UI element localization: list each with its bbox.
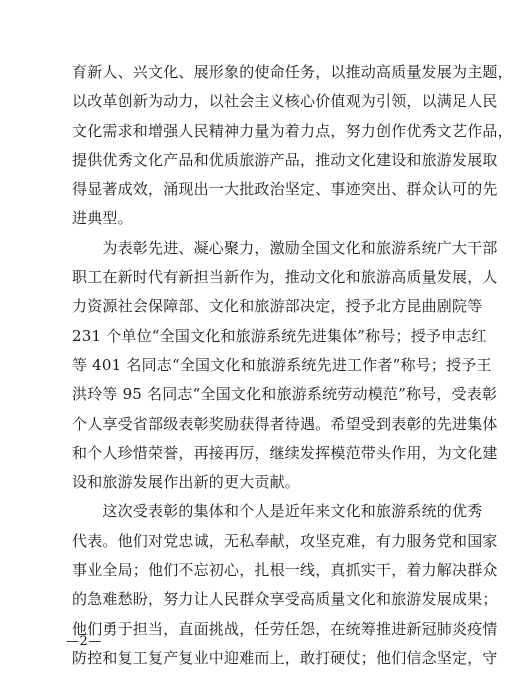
text-line: 进典型。	[72, 209, 133, 228]
text-line: 以改革创新为动力，以社会主义核心价值观为引领，以满足人民	[72, 92, 498, 111]
text-line: 育新人、兴文化、展形象的使命任务，以推动高质量发展为主题，	[72, 63, 513, 81]
text-line: 防控和复工复产复业中迎难而上，敢打硬仗；他们信念坚定，守	[72, 648, 498, 667]
text-line: 力资源社会保障部、文化和旅游部决定，授予北方昆曲剧院等	[72, 297, 483, 316]
document-body	[72, 58, 513, 673]
text-line: 和个人珍惜荣誉，再接再厉，继续发挥模范带头作用，为文化建	[72, 443, 498, 462]
text-line: 这次受表彰的集体和个人是近年来文化和旅游系统的优秀	[72, 502, 483, 521]
text-line: 的急难愁盼，努力让人民群众享受高质量文化和旅游发展成果；	[72, 590, 498, 609]
text-line: 他们勇于担当，直面挑战，任劳任怨，在统筹推进新冠肺炎疫情	[72, 619, 498, 638]
text-line: 洪玲等 95 名同志“全国文化和旅游系统劳动模范”称号，受表彰	[72, 385, 498, 404]
text-line: 231 个单位“全国文化和旅游系统先进集体”称号；授予申志红	[72, 326, 487, 345]
paragraph-3	[72, 497, 498, 673]
text-line: 得显著成效，涌现出一大批政治坚定、事迹突出、群众认可的先	[72, 180, 498, 199]
text-line: 代表。他们对党忠诚，无私奉献，攻坚克难，有力服务党和国家	[72, 531, 498, 550]
text-line: 设和旅游发展作出新的更大贡献。	[72, 473, 301, 492]
text-line: 为表彰先进、凝心聚力，激励全国文化和旅游系统广大干部	[72, 238, 498, 257]
text-line: 个人享受省部级表彰奖励获得者待遇。希望受到表彰的先进集体	[72, 414, 498, 433]
text-line: 事业全局；他们不忘初心，扎根一线，真抓实干，着力解决群众	[72, 561, 498, 580]
paragraph-2	[72, 234, 498, 498]
paragraph-1	[72, 58, 513, 234]
text-line: 提供优秀文化产品和优质旅游产品，推动文化建设和旅游发展取	[72, 150, 498, 169]
text-line: 文化需求和增强人民精神力量为着力点，努力创作优秀文艺作品，	[72, 121, 513, 140]
page-number: —2—	[66, 634, 102, 649]
text-line: 等 401 名同志“全国文化和旅游系统先进工作者”称号；授予王	[72, 355, 492, 374]
text-line: 职工在新时代有新担当新作为，推动文化和旅游高质量发展，人	[72, 268, 498, 287]
